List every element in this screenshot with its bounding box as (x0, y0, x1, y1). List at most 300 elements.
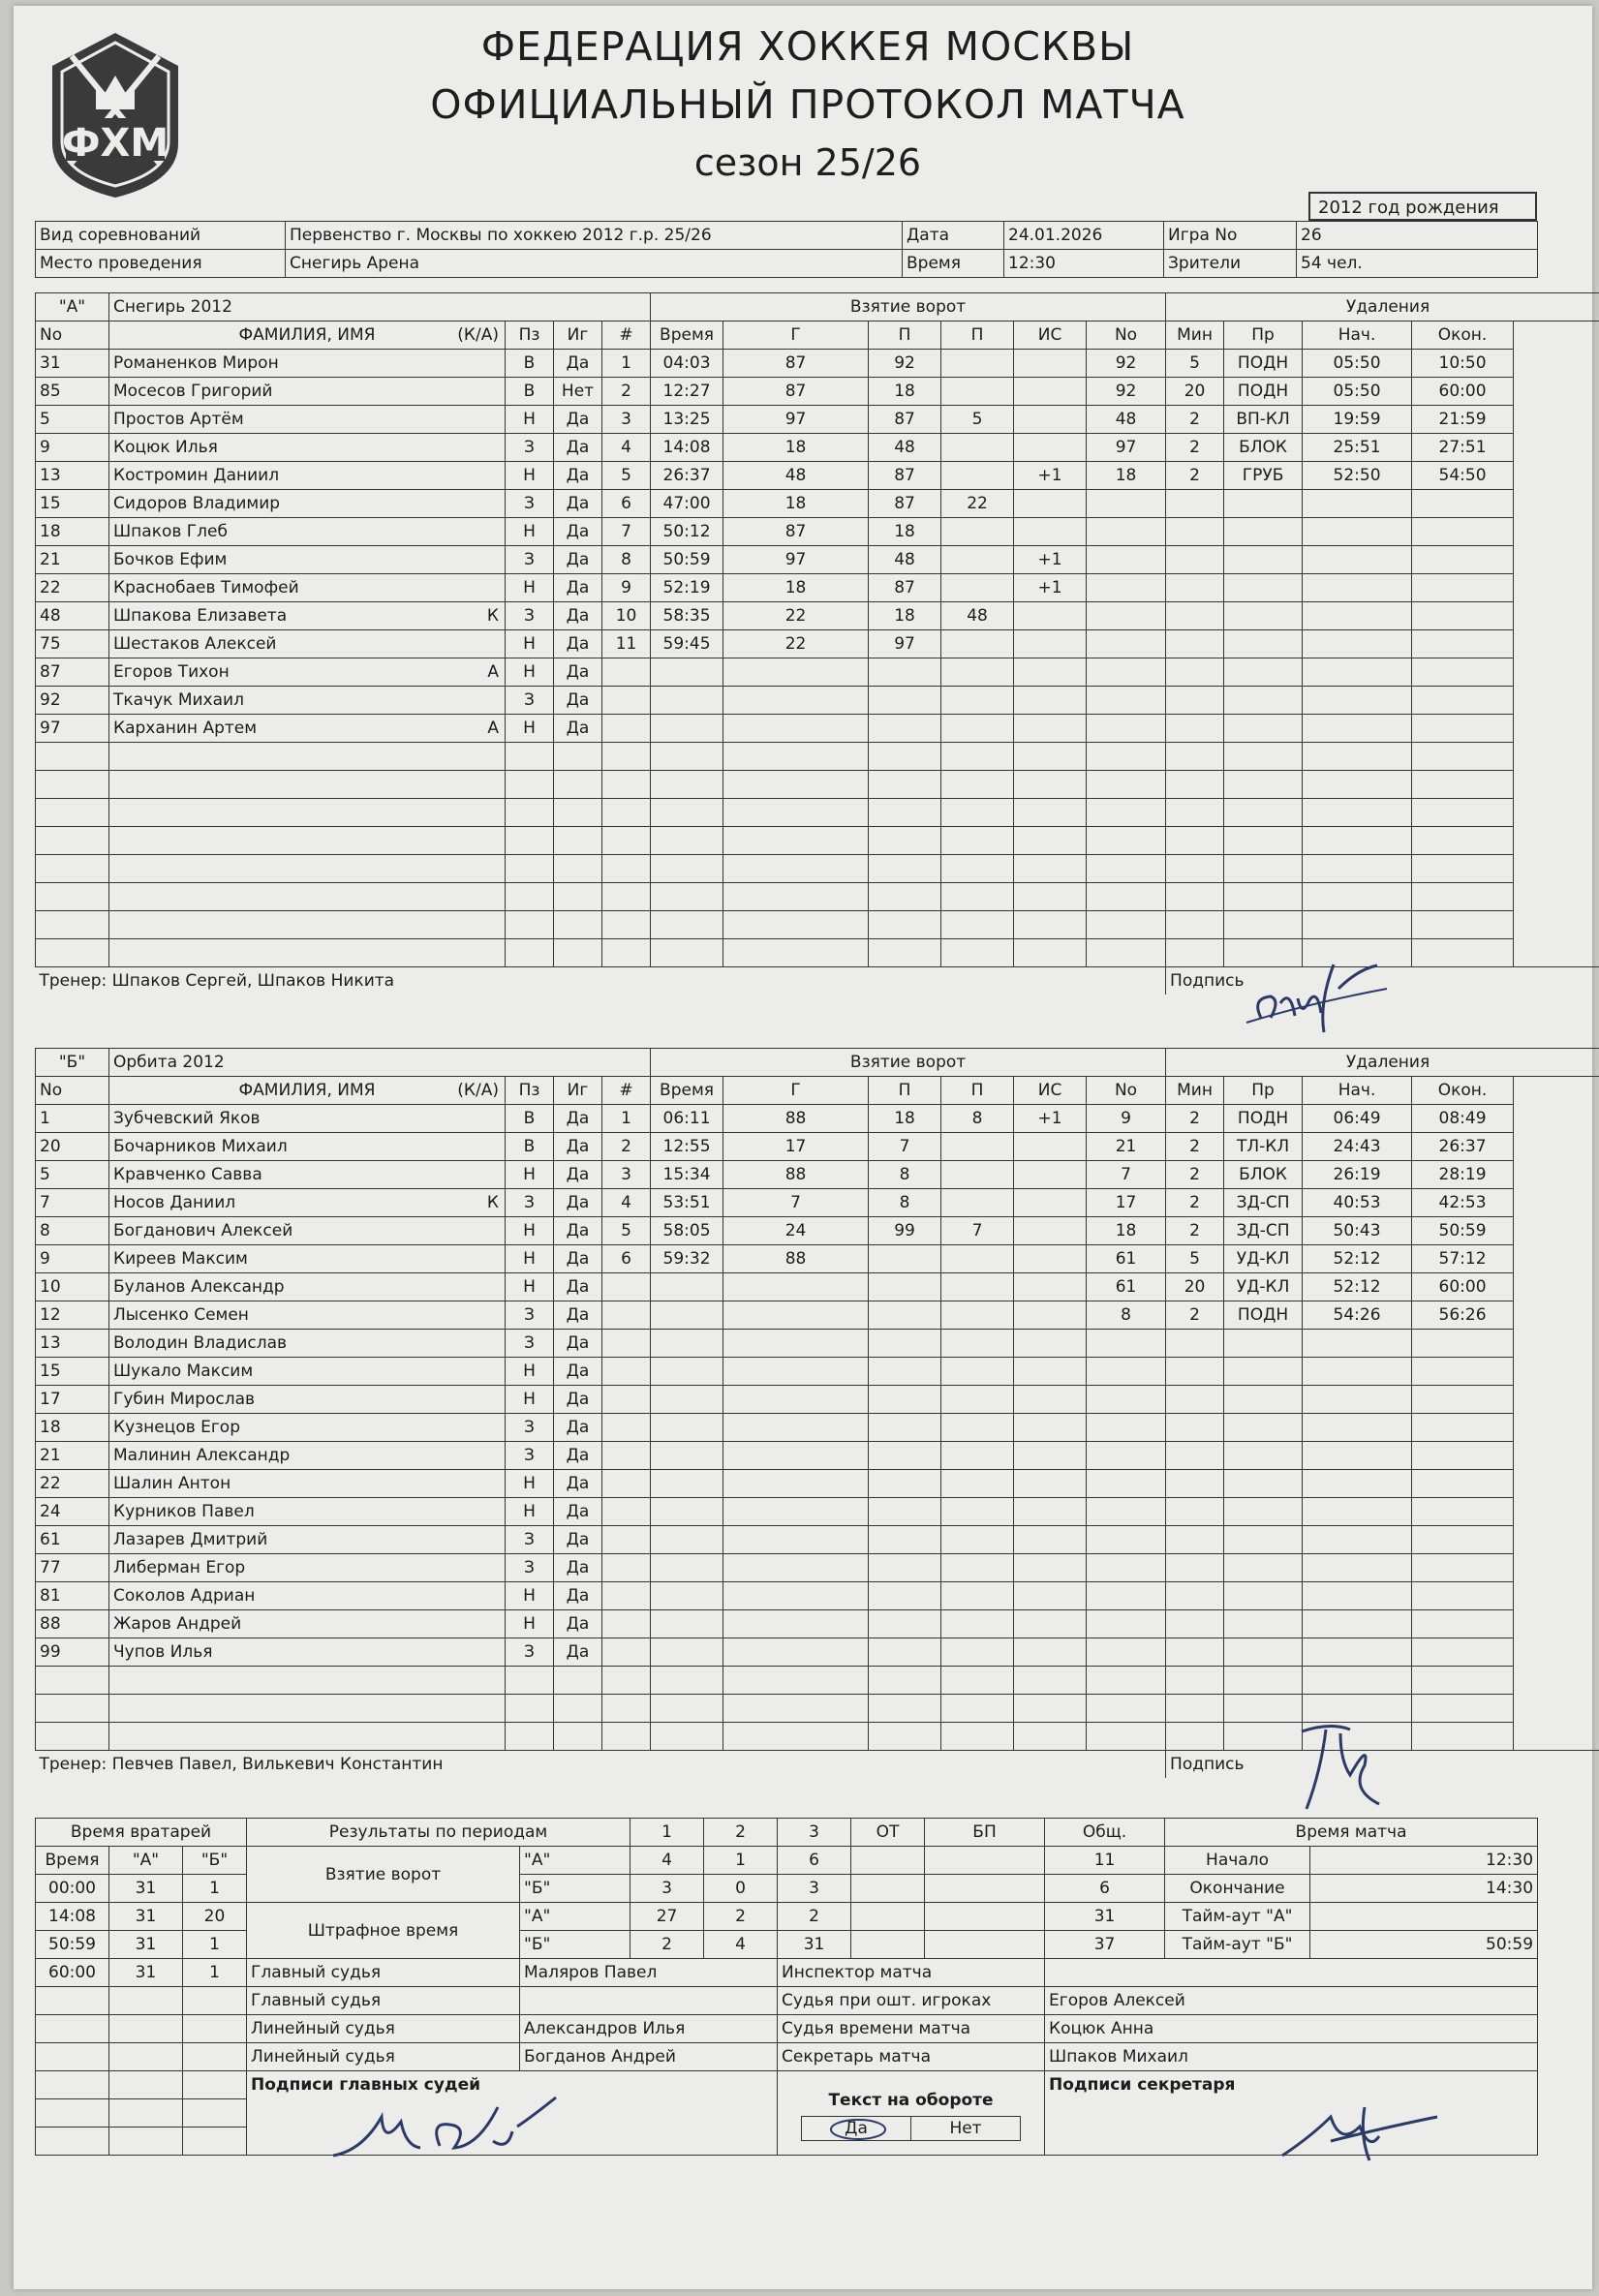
penalty-no: 92 (1087, 378, 1166, 406)
table-row (36, 1161, 1599, 1189)
player-number: 31 (36, 350, 109, 378)
player-pos: Н (506, 1273, 554, 1301)
secretary-signature-box (1045, 2071, 1538, 2156)
no-header: No (36, 321, 109, 350)
yes-circle-mark (829, 2117, 887, 2142)
table-row (36, 1695, 1599, 1723)
player-played: Да (554, 1414, 602, 1442)
inspector-label: Инспектор матча (778, 1959, 1045, 1987)
player-pos: Н (506, 1245, 554, 1273)
player-name: Богданович Алексей (113, 1221, 293, 1240)
player-pos: З (506, 1189, 554, 1217)
pim-a-p1: 27 (630, 1903, 704, 1931)
pim-a-bp (925, 1903, 1045, 1931)
goal-time: 12:27 (651, 378, 723, 406)
timeout-a-label: Тайм-аут "А" (1165, 1903, 1310, 1931)
penalty-min: 2 (1166, 1301, 1224, 1330)
player-pos: Н (506, 462, 554, 490)
player-name: Володин Владислав (113, 1333, 288, 1353)
secretary-value: Шпаков Михаил (1045, 2043, 1538, 2071)
table-row (36, 855, 1599, 883)
goal-time: 52:19 (651, 574, 723, 602)
penalty-start: 24:43 (1303, 1133, 1412, 1161)
goal-time: 50:12 (651, 518, 723, 546)
goal-is: +1 (1014, 574, 1087, 602)
player-played: Да (554, 1638, 602, 1667)
table-row (36, 1526, 1599, 1554)
goal-n: 4 (602, 434, 651, 462)
player-pos: З (506, 1330, 554, 1358)
goal-p2 (941, 574, 1014, 602)
penalty-end: 26:37 (1412, 1133, 1514, 1161)
penalty-no: 8 (1087, 1301, 1166, 1330)
player-played: Да (554, 715, 602, 743)
penalty-start: 50:43 (1303, 1217, 1412, 1245)
player-pos: Н (506, 1498, 554, 1526)
goal-g: 97 (723, 546, 869, 574)
goal-p1: 87 (869, 406, 941, 434)
penalty-reason: БЛОК (1224, 434, 1303, 462)
table-row (36, 1133, 1599, 1161)
goal-g: 88 (723, 1105, 869, 1133)
player-name-cell (109, 1582, 506, 1610)
goal-time: 06:11 (651, 1105, 723, 1133)
player-number: 5 (36, 406, 109, 434)
goals-a-bp (925, 1847, 1045, 1875)
table-row (36, 378, 1599, 406)
pen-start-header: Нач. (1303, 321, 1412, 350)
player-number: 21 (36, 1442, 109, 1470)
pos-header: Пз (506, 1077, 554, 1105)
player-name-cell (109, 1414, 506, 1442)
table-row (36, 490, 1599, 518)
date-label: Дата (903, 222, 1004, 250)
player-name: Егоров Тихон (113, 662, 230, 682)
coach-line: Тренер: Шпаков Сергей, Шпаков Никита (36, 967, 1166, 995)
back-text-label: Текст на обороте (828, 2091, 994, 2110)
goal-is (1014, 350, 1087, 378)
goal-time: 59:45 (651, 630, 723, 658)
player-name-cell (109, 406, 506, 434)
goal-time: 14:08 (651, 434, 723, 462)
table-row (36, 546, 1599, 574)
player-name: Либерман Егор (113, 1558, 246, 1577)
goalie-row-b: 20 (183, 1903, 247, 1931)
pen-reason-header: Пр (1224, 1077, 1303, 1105)
penalty-start: 52:50 (1303, 462, 1412, 490)
player-played: Да (554, 1161, 602, 1189)
team-letter: "А" (36, 293, 109, 321)
birth-year-box: 2012 год рождения (1308, 192, 1537, 221)
goal-scorer-header: Г (723, 1077, 869, 1105)
goal-p2: 22 (941, 490, 1014, 518)
goalie-time-title: Время вратарей (36, 1819, 247, 1847)
pim-a-p3: 2 (778, 1903, 851, 1931)
player-name: Курников Павел (113, 1502, 255, 1521)
back-yes-option[interactable] (801, 2116, 911, 2141)
penalty-start: 05:50 (1303, 378, 1412, 406)
player-name-cell (109, 574, 506, 602)
penalty-end: 10:50 (1412, 350, 1514, 378)
table-row (36, 715, 1599, 743)
ref1-label: Главный судья (247, 1959, 520, 1987)
player-name-cell (109, 490, 506, 518)
goal-g: 24 (723, 1217, 869, 1245)
goal-is (1014, 630, 1087, 658)
player-name-cell (109, 658, 506, 687)
goalie-row-b: 1 (183, 1875, 247, 1903)
penalty-start: 06:49 (1303, 1105, 1412, 1133)
player-name: Шукало Максим (113, 1362, 254, 1381)
penalty-no: 18 (1087, 462, 1166, 490)
player-name: Буланов Александр (113, 1277, 285, 1297)
goal-is (1014, 1189, 1087, 1217)
back-text-box (778, 2071, 1045, 2156)
pim-a-p2: 2 (704, 1903, 778, 1931)
player-name-cell (109, 1189, 506, 1217)
goal-p2 (941, 350, 1014, 378)
table-row (36, 743, 1599, 771)
penalty-min: 2 (1166, 434, 1224, 462)
goal-is (1014, 378, 1087, 406)
player-pos: Н (506, 1610, 554, 1638)
played-header: Иг (554, 1077, 602, 1105)
timeout-b-label: Тайм-аут "Б" (1165, 1931, 1310, 1959)
penalty-start: 52:12 (1303, 1273, 1412, 1301)
goal-p2 (941, 546, 1014, 574)
goal-p1: 99 (869, 1217, 941, 1245)
goal-n: 1 (602, 1105, 651, 1133)
goal-g: 7 (723, 1189, 869, 1217)
player-number: 12 (36, 1301, 109, 1330)
player-name: Карханин Артем (113, 719, 258, 738)
assist1-header: П (869, 321, 941, 350)
player-name-cell (109, 1358, 506, 1386)
player-name: Жаров Андрей (113, 1614, 242, 1634)
team-letter: "Б" (36, 1049, 109, 1077)
table-row (36, 406, 1599, 434)
penalty-judge-label: Судья при ошт. игроках (778, 1987, 1045, 2015)
goal-strength-header: ИС (1014, 1077, 1087, 1105)
period-1-header: 1 (630, 1819, 704, 1847)
table-row (36, 1358, 1599, 1386)
table-row (36, 799, 1599, 827)
table-row (36, 1245, 1599, 1273)
player-number: 24 (36, 1498, 109, 1526)
bottom-summary-table (35, 1818, 1538, 2156)
player-name-cell (109, 434, 506, 462)
player-name-cell (109, 602, 506, 630)
period-total-header: Общ. (1045, 1819, 1165, 1847)
timeout-a-value (1310, 1903, 1538, 1931)
table-row (36, 1414, 1599, 1442)
table-row (36, 350, 1599, 378)
player-name-cell (109, 630, 506, 658)
player-number: 77 (36, 1554, 109, 1582)
penalty-no: 21 (1087, 1133, 1166, 1161)
penalty-min: 2 (1166, 1105, 1224, 1133)
goal-g: 88 (723, 1161, 869, 1189)
player-name: Зубчевский Яков (113, 1109, 261, 1128)
assist1-header: П (869, 1077, 941, 1105)
goal-is (1014, 1161, 1087, 1189)
goal-is (1014, 602, 1087, 630)
goal-is (1014, 518, 1087, 546)
goal-time: 58:05 (651, 1217, 723, 1245)
penalty-reason: УД-КЛ (1224, 1273, 1303, 1301)
goals-b-label: "Б" (520, 1875, 630, 1903)
player-played: Да (554, 658, 602, 687)
goals-a-label: "А" (520, 1847, 630, 1875)
penalty-start: 54:26 (1303, 1301, 1412, 1330)
goal-is (1014, 490, 1087, 518)
player-number: 18 (36, 518, 109, 546)
player-number: 17 (36, 1386, 109, 1414)
goal-p2 (941, 1245, 1014, 1273)
goal-time: 58:35 (651, 602, 723, 630)
player-pos: З (506, 687, 554, 715)
player-number: 18 (36, 1414, 109, 1442)
player-number: 20 (36, 1133, 109, 1161)
assist2-header: П (941, 1077, 1014, 1105)
table-row (36, 1273, 1599, 1301)
goal-p2 (941, 378, 1014, 406)
goalie-row-time: 14:08 (36, 1903, 109, 1931)
table-row (36, 1105, 1599, 1133)
penalty-min: 2 (1166, 1161, 1224, 1189)
penalty-end: 56:26 (1412, 1301, 1514, 1330)
goals-b-total: 6 (1045, 1875, 1165, 1903)
penalty-reason: ВП-КЛ (1224, 406, 1303, 434)
goalie-row-time: 60:00 (36, 1959, 109, 1987)
player-name-cell (109, 1498, 506, 1526)
inspector-value (1045, 1959, 1538, 1987)
player-played: Да (554, 462, 602, 490)
goal-time: 13:25 (651, 406, 723, 434)
ref2-label: Главный судья (247, 1987, 520, 2015)
place-label: Место проведения (36, 250, 286, 278)
player-played: Да (554, 518, 602, 546)
penalty-reason: УД-КЛ (1224, 1245, 1303, 1273)
player-name-cell (109, 1273, 506, 1301)
pen-min-header: Мин (1166, 1077, 1224, 1105)
goal-time: 47:00 (651, 490, 723, 518)
goal-g: 18 (723, 574, 869, 602)
goal-n: 4 (602, 1189, 651, 1217)
player-name: Романенков Мирон (113, 353, 279, 373)
player-name-cell (109, 1245, 506, 1273)
goal-time: 12:55 (651, 1133, 723, 1161)
penalty-start: 19:59 (1303, 406, 1412, 434)
player-number: 99 (36, 1638, 109, 1667)
goal-p1 (869, 1245, 941, 1273)
player-name: Костромин Даниил (113, 466, 280, 485)
goal-n: 2 (602, 378, 651, 406)
goalie-a-header: "А" (109, 1847, 183, 1875)
player-name: Ткачук Михаил (113, 690, 244, 710)
player-played: Да (554, 434, 602, 462)
match-time-title: Время матча (1165, 1819, 1538, 1847)
player-played: Да (554, 1526, 602, 1554)
goal-time: 53:51 (651, 1189, 723, 1217)
player-played: Да (554, 546, 602, 574)
goalie-b-header: "Б" (183, 1847, 247, 1875)
team-name: Снегирь 2012 (109, 293, 651, 321)
player-pos: В (506, 1105, 554, 1133)
name-header-text: ФАМИЛИЯ, ИМЯ (238, 325, 376, 345)
pen-reason-header: Пр (1224, 321, 1303, 350)
goal-g: 87 (723, 518, 869, 546)
player-name-cell (109, 1330, 506, 1358)
timeout-b-value: 50:59 (1310, 1931, 1538, 1959)
player-name-cell (109, 1105, 506, 1133)
table-row (36, 1386, 1599, 1414)
player-pos: З (506, 434, 554, 462)
player-number: 75 (36, 630, 109, 658)
penalty-no: 97 (1087, 434, 1166, 462)
goal-p2: 8 (941, 1105, 1014, 1133)
player-played: Да (554, 1330, 602, 1358)
ka-header: (К/А) (457, 1081, 499, 1100)
penalty-min: 20 (1166, 378, 1224, 406)
penalty-no: 48 (1087, 406, 1166, 434)
table-row (36, 771, 1599, 799)
ref-signature-box (247, 2071, 778, 2156)
player-played: Да (554, 406, 602, 434)
goal-p2 (941, 518, 1014, 546)
player-name: Шпакова Елизавета (113, 606, 288, 626)
player-number: 9 (36, 434, 109, 462)
spectators-label: Зрители (1164, 250, 1297, 278)
goal-scorer-header: Г (723, 321, 869, 350)
player-name: Губин Мирослав (113, 1390, 256, 1409)
back-no-option[interactable]: Нет (911, 2116, 1021, 2141)
player-pos: Н (506, 1217, 554, 1245)
goal-p2 (941, 1133, 1014, 1161)
player-name: Коцюк Илья (113, 438, 218, 457)
player-played: Да (554, 1105, 602, 1133)
player-played: Да (554, 630, 602, 658)
title-season: сезон 25/26 (693, 141, 922, 184)
no-header: No (36, 1077, 109, 1105)
goal-p1: 18 (869, 518, 941, 546)
player-name-cell (109, 687, 506, 715)
player-pos: З (506, 602, 554, 630)
assist2-header: П (941, 321, 1014, 350)
player-played: Да (554, 1245, 602, 1273)
penalty-no: 17 (1087, 1189, 1166, 1217)
player-played: Да (554, 1498, 602, 1526)
pim-b-ot (851, 1931, 925, 1959)
player-name: Краснобаев Тимофей (113, 578, 299, 597)
player-name: Малинин Александр (113, 1446, 291, 1465)
goal-n: 11 (602, 630, 651, 658)
goalie-row-a: 31 (109, 1959, 183, 1987)
signature-label: Подпись (1166, 967, 1599, 995)
penalty-start: 25:51 (1303, 434, 1412, 462)
start-value: 12:30 (1310, 1847, 1538, 1875)
goal-p1: 18 (869, 1105, 941, 1133)
player-pos: В (506, 378, 554, 406)
player-name-cell (109, 1526, 506, 1554)
start-label: Начало (1165, 1847, 1310, 1875)
table-row (36, 1189, 1599, 1217)
team-name: Орбита 2012 (109, 1049, 651, 1077)
penalty-min: 5 (1166, 1245, 1224, 1273)
player-number: 9 (36, 1245, 109, 1273)
player-pos: Н (506, 406, 554, 434)
game-label: Игра No (1164, 222, 1297, 250)
secretary-signature-label: Подписи секретаря (1049, 2075, 1236, 2095)
penalty-no: 7 (1087, 1161, 1166, 1189)
player-number: 15 (36, 490, 109, 518)
goal-p2 (941, 1189, 1014, 1217)
table-row (36, 462, 1599, 490)
goal-p2 (941, 630, 1014, 658)
pen-no-header: No (1087, 321, 1166, 350)
table-row (36, 1610, 1599, 1638)
goal-time: 15:34 (651, 1161, 723, 1189)
player-pos: Н (506, 715, 554, 743)
penalty-start: 52:12 (1303, 1245, 1412, 1273)
player-name-cell (109, 462, 506, 490)
player-number: 88 (36, 1610, 109, 1638)
penalty-reason: ЗД-СП (1224, 1217, 1303, 1245)
player-played: Да (554, 1301, 602, 1330)
player-name-cell (109, 715, 506, 743)
goal-p1: 18 (869, 602, 941, 630)
goal-p1: 87 (869, 490, 941, 518)
goal-n: 2 (602, 1133, 651, 1161)
player-name-cell (109, 1217, 506, 1245)
player-pos: З (506, 490, 554, 518)
goal-p1: 92 (869, 350, 941, 378)
timekeeper-value: Коцюк Анна (1045, 2015, 1538, 2043)
player-played: Нет (554, 378, 602, 406)
back-yes-text: Да (845, 2119, 868, 2138)
player-played: Да (554, 1133, 602, 1161)
penalty-min: 2 (1166, 462, 1224, 490)
goal-g: 87 (723, 378, 869, 406)
player-number: 10 (36, 1273, 109, 1301)
table-row (36, 1301, 1599, 1330)
penalty-reason: ТЛ-КЛ (1224, 1133, 1303, 1161)
goal-n: 9 (602, 574, 651, 602)
comp-label: Вид соревнований (36, 222, 286, 250)
goal-time: 04:03 (651, 350, 723, 378)
title-federation: ФЕДЕРАЦИЯ ХОККЕЯ МОСКВЫ (480, 23, 1135, 70)
pim-b-bp (925, 1931, 1045, 1959)
player-number: 22 (36, 1470, 109, 1498)
goals-b-ot (851, 1875, 925, 1903)
goal-g: 22 (723, 630, 869, 658)
player-played: Да (554, 350, 602, 378)
goal-time: 26:37 (651, 462, 723, 490)
title-protocol: ОФИЦИАЛЬНЫЙ ПРОТОКОЛ МАТЧА (430, 81, 1185, 128)
player-name-cell (109, 1554, 506, 1582)
secretary-label: Секретарь матча (778, 2043, 1045, 2071)
linesman1-value: Александров Илья (520, 2015, 778, 2043)
player-played: Да (554, 490, 602, 518)
goal-p2 (941, 434, 1014, 462)
player-played: Да (554, 574, 602, 602)
ref1-value: Маляров Павел (520, 1959, 778, 1987)
end-label: Окончание (1165, 1875, 1310, 1903)
player-name-cell (109, 1133, 506, 1161)
period-3-header: 3 (778, 1819, 851, 1847)
goal-n: 1 (602, 350, 651, 378)
pen-end-header: Окон. (1412, 321, 1514, 350)
